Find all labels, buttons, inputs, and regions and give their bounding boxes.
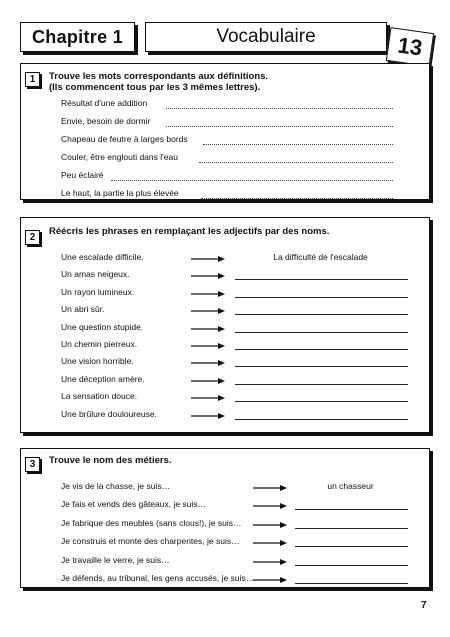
exercise-1 (20, 63, 430, 200)
arrow-icon (191, 255, 225, 263)
answer-line[interactable] (295, 509, 408, 510)
job-clue: Je fais et vends des gâteaux, je suis… (61, 499, 207, 510)
arrow-icon (253, 521, 287, 529)
arrow-icon (191, 325, 225, 333)
phrase-item: Une escalade difficile. (61, 252, 144, 262)
arrow-icon (191, 272, 225, 280)
job-clue: Je travaille le verre, je suis… (61, 554, 170, 565)
job-clue: Je défends, au tribunal, les gens accusés, je suis… (61, 573, 255, 583)
definition-item: Couler, être englouti dans l'eau (61, 152, 178, 162)
answer-line[interactable] (235, 332, 408, 333)
answer-line[interactable] (295, 565, 408, 566)
arrow-icon (191, 377, 225, 385)
exercise-instruction: Réécris les phrases en remplaçant les adjectifs par des noms. (49, 226, 330, 237)
phrase-item: Un chemin pierreux. (61, 339, 138, 349)
phrase-item: Une vision horrible. (61, 356, 134, 367)
arrow-icon (253, 539, 287, 547)
phrase-item: Un rayon lumineux. (61, 286, 135, 297)
answer-line[interactable] (166, 108, 393, 109)
arrow-icon (191, 412, 225, 420)
phrase-item: La sensation douce. (61, 391, 138, 402)
phrase-item: Une question stupide. (61, 321, 144, 332)
arrow-icon (191, 359, 225, 367)
answer-line[interactable] (295, 583, 408, 584)
arrow-icon (253, 502, 287, 510)
arrow-icon (253, 502, 287, 510)
example-answer: un chasseur (327, 481, 374, 491)
definition-item: Envie, besoin de dormir (61, 116, 151, 126)
arrow-icon (253, 521, 287, 529)
exercise-number-badge: 1 (25, 72, 40, 87)
arrow-icon (191, 377, 225, 385)
arrow-icon (191, 290, 225, 298)
exercise-2 (20, 217, 430, 433)
phrase-item: Un abri sûr. (61, 304, 105, 315)
answer-line[interactable] (235, 419, 408, 420)
arrow-icon (253, 576, 287, 584)
lesson-number-badge: 13 (386, 27, 434, 67)
instruction-line: Trouve les mots correspondants aux définitions. (49, 71, 269, 82)
job-clue: Je vis de la chasse, je suis… (61, 481, 171, 491)
definition-item: Le haut, la partie la plus élevée (61, 188, 179, 198)
arrow-icon (191, 307, 225, 315)
arrow-icon (191, 394, 225, 402)
phrase-item: Une déception amère. (61, 373, 145, 384)
answer-line[interactable] (111, 180, 393, 181)
arrow-icon (253, 558, 287, 566)
definition-item: Peu éclairé (61, 170, 104, 180)
arrow-icon (191, 255, 225, 263)
answer-line[interactable] (235, 384, 408, 385)
answer-line[interactable] (235, 349, 408, 350)
arrow-icon (191, 342, 225, 350)
arrow-icon (191, 359, 225, 367)
phrase-item: Un amas neigeux. (61, 269, 130, 280)
arrow-icon (191, 272, 225, 280)
definition-item: Résultat d'une addition (61, 98, 148, 108)
answer-line[interactable] (199, 162, 393, 163)
arrow-icon (191, 412, 225, 420)
arrow-icon (253, 484, 287, 492)
answer-line[interactable] (235, 279, 408, 280)
arrow-icon (253, 558, 287, 566)
page-number: 7 (421, 600, 427, 611)
answer-line[interactable] (295, 546, 408, 547)
arrow-icon (253, 539, 287, 547)
exercise-number-badge: 2 (25, 230, 40, 245)
arrow-icon (191, 290, 225, 298)
answer-line[interactable] (203, 144, 393, 145)
page-title: Vocabulaire (145, 22, 387, 52)
phrase-item: Une brûlure douloureuse. (61, 408, 157, 419)
chapter-label: Chapitre 1 (20, 22, 135, 52)
answer-line[interactable] (295, 528, 408, 529)
arrow-icon (191, 394, 225, 402)
answer-line[interactable] (235, 401, 408, 402)
arrow-icon (253, 576, 287, 584)
answer-line[interactable] (166, 126, 393, 127)
example-answer: La difficulté de l'escalade (273, 252, 368, 262)
answer-line[interactable] (235, 297, 408, 298)
exercise-instruction (49, 71, 268, 93)
answer-line[interactable] (235, 314, 408, 315)
arrow-icon (191, 307, 225, 315)
exercise-3 (20, 448, 430, 588)
arrow-icon (253, 484, 287, 492)
answer-line[interactable] (235, 366, 408, 367)
exercise-number-badge: 3 (25, 457, 40, 472)
answer-line[interactable] (201, 198, 393, 199)
instruction-line: (Ils commencent tous par les 3 mêmes lettres). (49, 82, 261, 93)
job-clue: Je construis et monte des charpentes, je suis… (61, 536, 240, 547)
definition-item: Chapeau de feutre à larges bords (61, 134, 188, 144)
exercise-instruction: Trouve le nom des métiers. (49, 455, 172, 466)
arrow-icon (191, 325, 225, 333)
arrow-icon (191, 342, 225, 350)
job-clue: Je fabrique des meubles (sans clous!), je suis… (61, 517, 242, 528)
